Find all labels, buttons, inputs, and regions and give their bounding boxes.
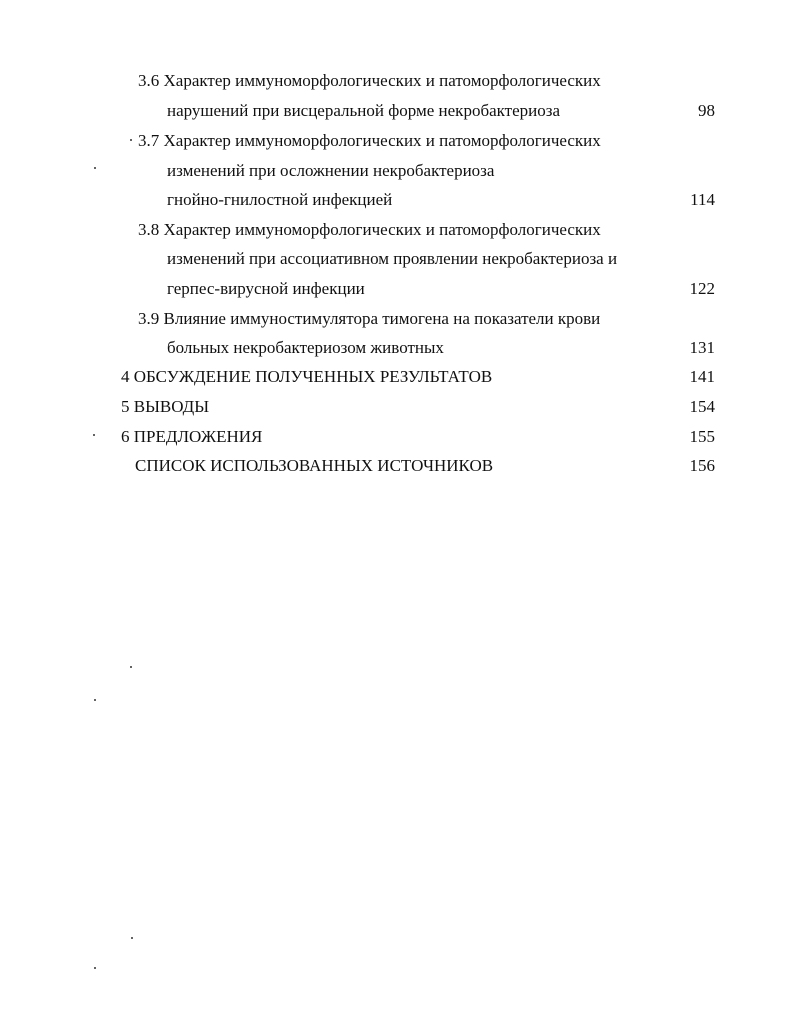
toc-3-9-page: 131: [689, 338, 715, 357]
toc-references: СПИСОК ИСПОЛЬЗОВАННЫХ ИСТОЧНИКОВ: [135, 456, 494, 475]
toc-3-6-line-2: нарушений при висцеральной форме некробактериоза: [167, 101, 561, 120]
toc-3-8-line-1: 3.8 Характер иммуноморфологических и патоморфологических: [138, 220, 601, 239]
toc-3-6-page: 98: [698, 101, 715, 120]
scan-speck: [94, 967, 96, 969]
scan-speck: [94, 167, 96, 169]
scan-speck: [130, 666, 132, 668]
scan-speck: [93, 434, 95, 436]
toc-3-8-line-2: изменений при ассоциативном проявлении некробактериоза и: [167, 249, 618, 268]
toc-3-8-line-3: герпес-вирусной инфекции: [167, 279, 365, 298]
toc-3-8-page: 122: [689, 279, 715, 298]
toc-chapter-4: 4 ОБСУЖДЕНИЕ ПОЛУЧЕННЫХ РЕЗУЛЬТАТОВ: [121, 367, 493, 386]
scan-speck: [130, 139, 132, 141]
toc-3-7-line-3: гнойно-гнилостной инфекцией: [167, 190, 393, 209]
scan-speck: [131, 937, 133, 939]
toc-chapter-6: 6 ПРЕДЛОЖЕНИЯ: [121, 427, 263, 446]
toc-chapter-6-page: 155: [689, 427, 715, 446]
toc-3-9-line-1: 3.9 Влияние иммуностимулятора тимогена на показатели крови: [138, 309, 601, 328]
toc-3-7-line-2: изменений при осложнении некробактериоза: [167, 161, 495, 180]
scan-speck: [94, 699, 96, 701]
toc-chapter-5-page: 154: [689, 397, 715, 416]
toc-3-7-line-1: 3.7 Характер иммуноморфологических и патоморфологических: [138, 131, 601, 150]
toc-chapter-4-page: 141: [689, 367, 715, 386]
toc-3-7-page: 114: [690, 190, 715, 209]
toc-references-page: 156: [689, 456, 715, 475]
toc-3-9-line-2: больных некробактериозом животных: [167, 338, 444, 357]
toc-chapter-5: 5 ВЫВОДЫ: [121, 397, 210, 416]
toc-3-6-line-1: 3.6 Характер иммуноморфологических и патоморфологических: [138, 71, 601, 90]
